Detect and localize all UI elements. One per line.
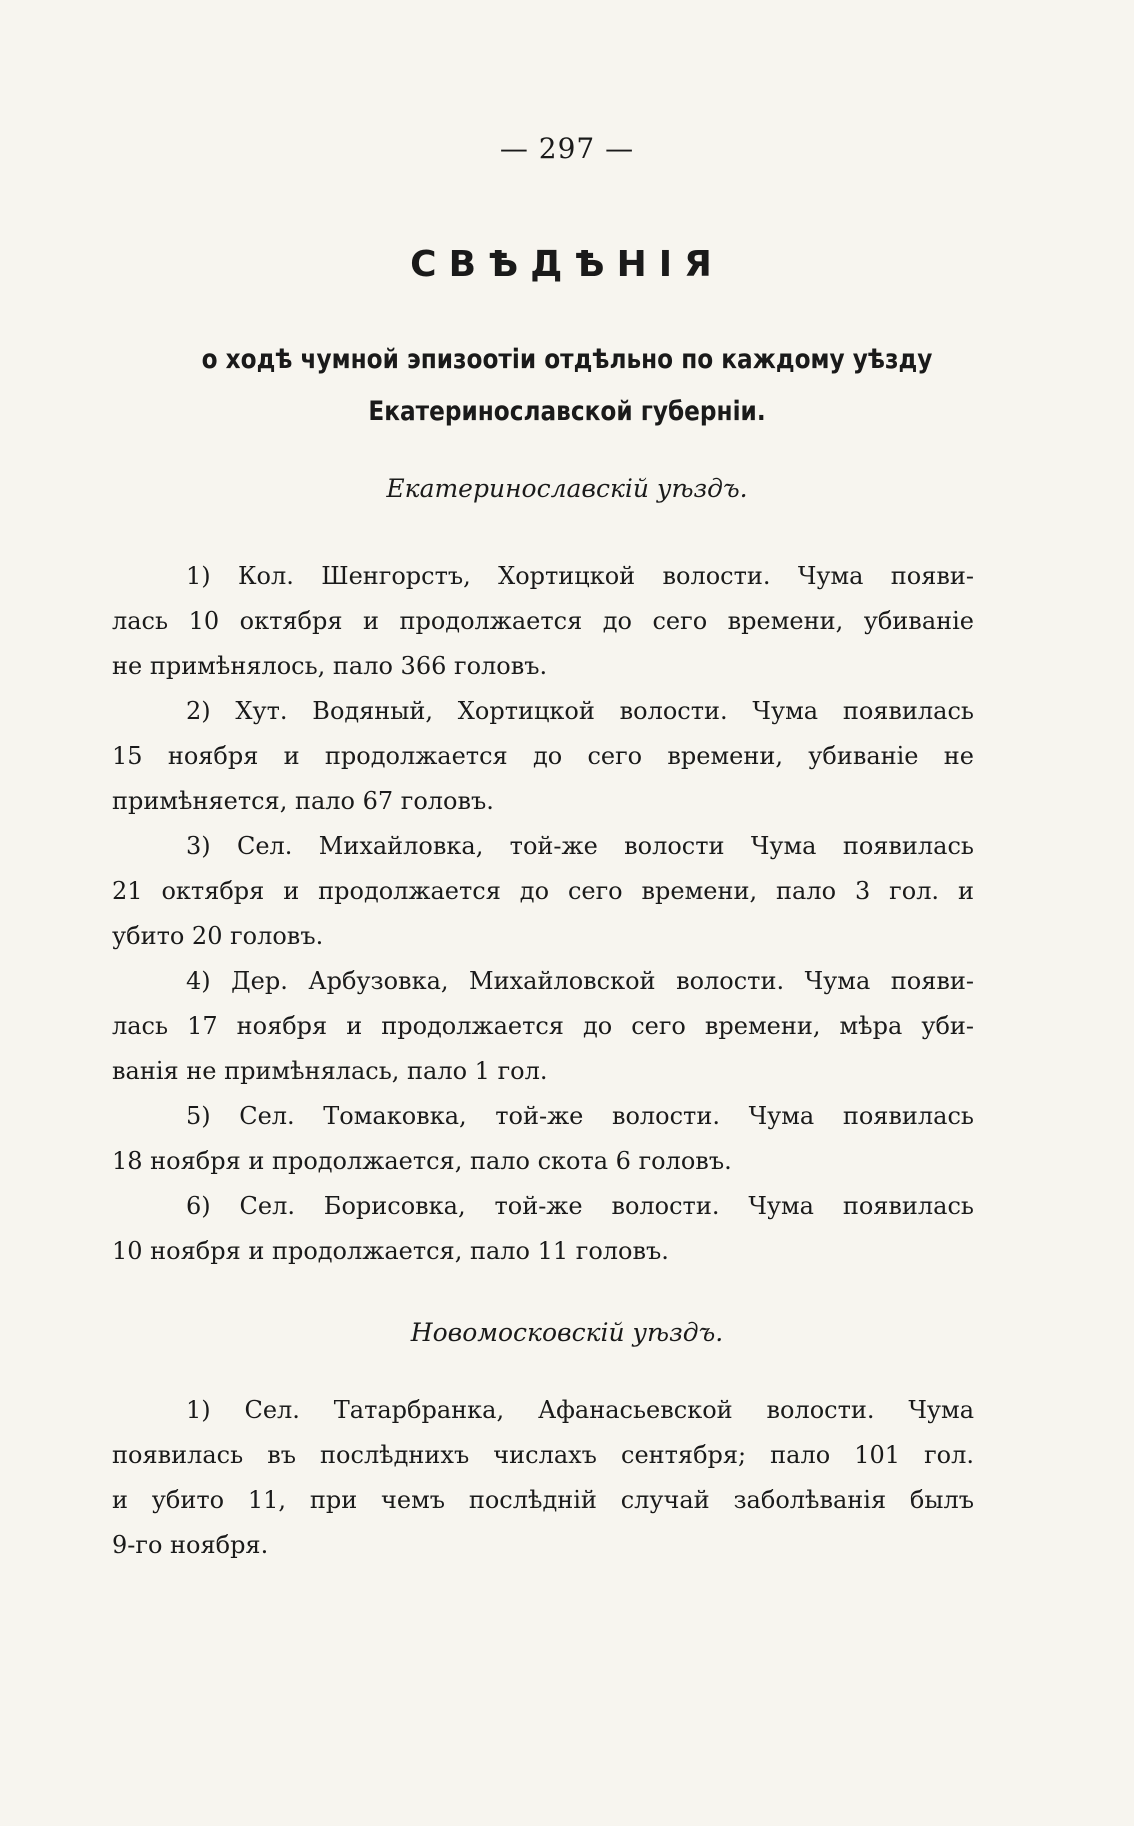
entry-4 — [112, 959, 974, 1094]
section-entries-ekaterinoslav — [112, 554, 974, 1274]
entry-5 — [112, 1094, 974, 1184]
entry-line: не примѣнялось, пало 366 головъ. — [112, 652, 548, 680]
entry-6 — [112, 1184, 974, 1274]
entry-3 — [112, 824, 974, 959]
entry-line: 5) Сел. Томаковка, той-же волости. Чума появилась — [186, 1102, 974, 1130]
entry-line: 15 ноября и продолжается до сего времени, убиваніе не — [112, 742, 974, 770]
entry-line: убито 20 головъ. — [112, 922, 324, 950]
page-number: — 297 — — [499, 132, 635, 165]
entry-line: 6) Сел. Борисовка, той-же волости. Чума появилась — [186, 1192, 974, 1220]
entry-line: 1) Сел. Татарбранка, Афанасьевской волости. Чума — [186, 1396, 974, 1424]
section-heading-novomoskovsk: Новомосковскій уѣздъ. — [410, 1318, 724, 1347]
section-entries-novomoskovsk — [112, 1388, 974, 1568]
entry-line: 3) Сел. Михайловка, той-же волости Чума появилась — [186, 832, 974, 860]
entry-line: лась 10 октября и продолжается до сего времени, убиваніе — [112, 607, 974, 635]
entry-line: 2) Хут. Водяный, Хортицкой волости. Чума появилась — [186, 697, 974, 725]
entry-line: 10 ноября и продолжается, пало 11 головъ. — [112, 1237, 669, 1265]
subtitle-line: Екатеринославской губерніи. — [368, 396, 766, 427]
entry-line: 4) Дер. Арбузовка, Михайловской волости. Чума появи- — [186, 967, 974, 995]
entry-line: ванія не примѣнялась, пало 1 гол. — [112, 1057, 548, 1085]
entry-2 — [112, 689, 974, 824]
document-title: СВѢДѢНІЯ — [410, 244, 724, 285]
document-subtitle — [183, 334, 952, 438]
subtitle-line: о ходѣ чумной эпизоотіи отдѣльно по каждому уѣзду — [201, 344, 933, 375]
entry-1 — [112, 1388, 974, 1568]
entry-line: 9-го ноября. — [112, 1531, 269, 1559]
entry-line: 1) Кол. Шенгорстъ, Хортицкой волости. Чума появи- — [186, 562, 974, 590]
entry-line: примѣняется, пало 67 головъ. — [112, 787, 494, 815]
entry-line: и убито 11, при чемъ послѣдній случай заболѣванія былъ — [112, 1486, 974, 1514]
entry-line: 18 ноября и продолжается, пало скота 6 головъ. — [112, 1147, 732, 1175]
entry-line: появилась въ послѣднихъ числахъ сентября; пало 101 гол. — [112, 1441, 974, 1469]
section-heading-ekaterinoslav: Екатеринославскій уѣздъ. — [386, 474, 748, 503]
entry-line: лась 17 ноября и продолжается до сего времени, мѣра уби- — [112, 1012, 974, 1040]
entry-1 — [112, 554, 974, 689]
entry-line: 21 октября и продолжается до сего времени, пало 3 гол. и — [112, 877, 974, 905]
